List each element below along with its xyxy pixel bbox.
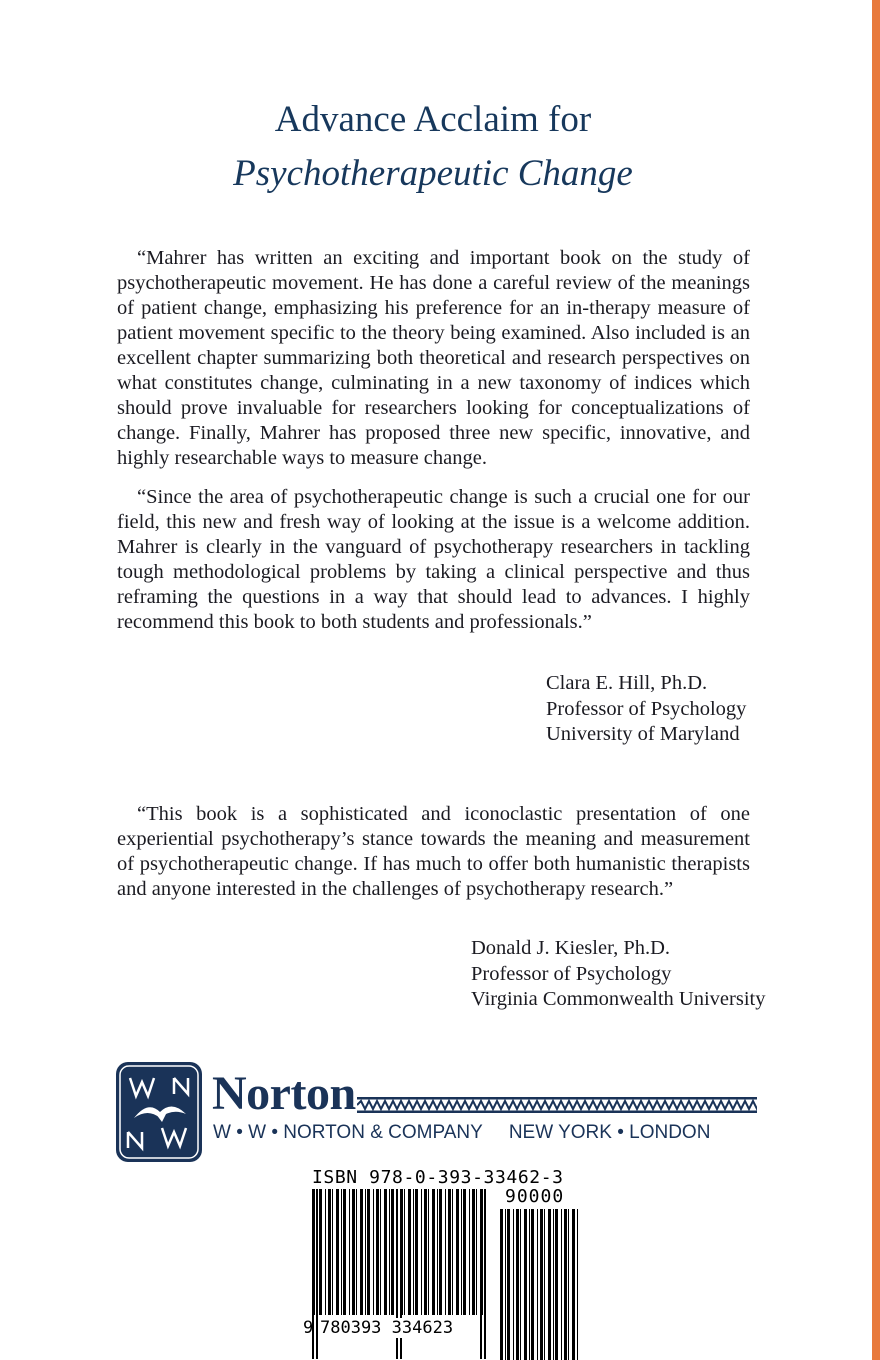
barcode-bar [408,1189,411,1315]
barcode-bar [555,1209,558,1360]
ean-digits: 780393 334623 [320,1318,454,1338]
barcode-bar [472,1189,475,1315]
barcode-bar [332,1189,333,1315]
barcode-bar [389,1189,390,1315]
barcode-bar [507,1209,510,1360]
review-2-signature [471,936,765,1013]
barcode-bar [448,1189,451,1315]
barcode-bar [437,1189,438,1315]
barcode-bar [463,1189,466,1315]
reviewer-1-role: Professor of Psychology [546,697,747,720]
barcode-bar [380,1189,381,1315]
review-1-paragraph-1: “Mahrer has written an exciting and important book on the study of psychotherapeutic movement. He has done a careful review of the meanings of patient change, emphasizing his preference for an in-therapy measure of patient movement specific to the theory being examined. Also included is an excellent chapter summarizing both theoretical and research perspectives on what constitutes change, culminating in a new taxonomy of indices which should prove invaluable for researchers looking for conceptualizations of change. Finally, Mahrer has proposed three new specific, innovative, and highly researchable ways to measure change. [117,247,750,469]
review-1-signature [546,671,746,748]
barcode-bar [572,1209,575,1360]
barcode-bar [421,1189,422,1315]
publisher-name: Norton [212,1067,356,1120]
barcode-bar [476,1189,477,1315]
barcode-bar [367,1189,370,1315]
barcode-bar [548,1209,551,1360]
barcode-bar [413,1189,414,1315]
barcode-bar [537,1209,538,1360]
heading-book-title: Psychotherapeutic Change [233,153,633,194]
barcode-bar [352,1189,355,1315]
barcode-bar [540,1209,543,1360]
barcode-bar [373,1189,374,1315]
barcode-bar [564,1209,567,1360]
publisher-tagline [213,1122,710,1144]
reviewer-2-institution: Virginia Commonwealth University [471,988,766,1010]
orange-edge-stripe [872,0,880,1360]
barcode-bar [461,1189,462,1315]
barcode-bar [341,1189,342,1315]
publisher-company: W • W • NORTON & COMPANY [213,1122,483,1143]
barcode-bar [384,1189,387,1315]
barcode-bar [325,1189,326,1315]
barcode-bar [360,1189,363,1315]
reviewer-2-role: Professor of Psychology [471,962,672,985]
barcode-bar [500,1209,503,1360]
barcode-bar [356,1189,357,1315]
barcode-bar [561,1209,562,1360]
barcode-bar [336,1189,339,1315]
barcode-bar [428,1189,429,1315]
barcode-bar [505,1209,506,1360]
norton-seagull-emblem-icon [116,1062,202,1162]
barcode-guard-bar [484,1189,486,1359]
barcode-bar [424,1189,427,1315]
heading-line-1: Advance Acclaim for [274,99,592,140]
barcode-bar [513,1209,514,1360]
barcode-bar [415,1189,418,1315]
barcode-bar [531,1209,534,1360]
barcode-bar [445,1189,446,1315]
barcode-bar [520,1209,521,1360]
review-2-paragraph: “This book is a sophisticated and iconoclastic presentation of one experiential psychotherapy’s stance towards the meaning and measurement of psychotherapeutic change. If has much to offer both humanistic therapists and anyone interested in the challenges of psychotherapy research.” [117,803,750,900]
barcode-bar [376,1189,379,1315]
barcode-bar [469,1189,470,1315]
reviewer-1-institution: University of Maryland [546,723,740,745]
barcode-bar [524,1209,527,1360]
barcode-bar [529,1209,530,1360]
barcode-bar [452,1189,453,1315]
barcode-bar [568,1209,569,1360]
barcode-bar [456,1189,459,1315]
barcode-bar [439,1189,442,1315]
barcode-bar [343,1189,346,1315]
barcode-guard-bar [480,1189,482,1359]
barcode-bar [553,1209,554,1360]
barcode-bar [349,1189,350,1315]
publisher-cities: NEW YORK • LONDON [508,1122,711,1143]
barcode-bar [328,1189,331,1315]
barcode-bar [516,1209,519,1360]
barcode-bar [432,1189,435,1315]
ean-first-digit: 9 [303,1318,314,1338]
barcode-bar [391,1189,394,1315]
barcode-bar [544,1209,545,1360]
reviewer-1-name: Clara E. Hill, Ph.D. [546,672,708,694]
review-1-paragraph-2: “Since the area of psychotherapeutic change is such a crucial one for our field, this new and fresh way of looking at the issue is a welcome addition. Mahrer is clearly in the vanguard of psychotherapy researchers in tackling tough methodological problems by taking a clinical perspective and thus reframing the questions in a way that should lead to advances. I highly recommend this book to both students and professionals.” [117,486,750,633]
barcode-bar [577,1209,578,1360]
norton-wave-pattern [357,1097,757,1113]
barcode-bar [404,1189,405,1315]
barcode-bar [319,1189,322,1315]
isbn-number: ISBN 978-0-393-33462-3 [312,1167,564,1188]
price-addon-code: 90000 [505,1186,565,1207]
barcode-bar [365,1189,366,1315]
reviewer-2-name: Donald J. Kiesler, Ph.D. [471,937,671,959]
